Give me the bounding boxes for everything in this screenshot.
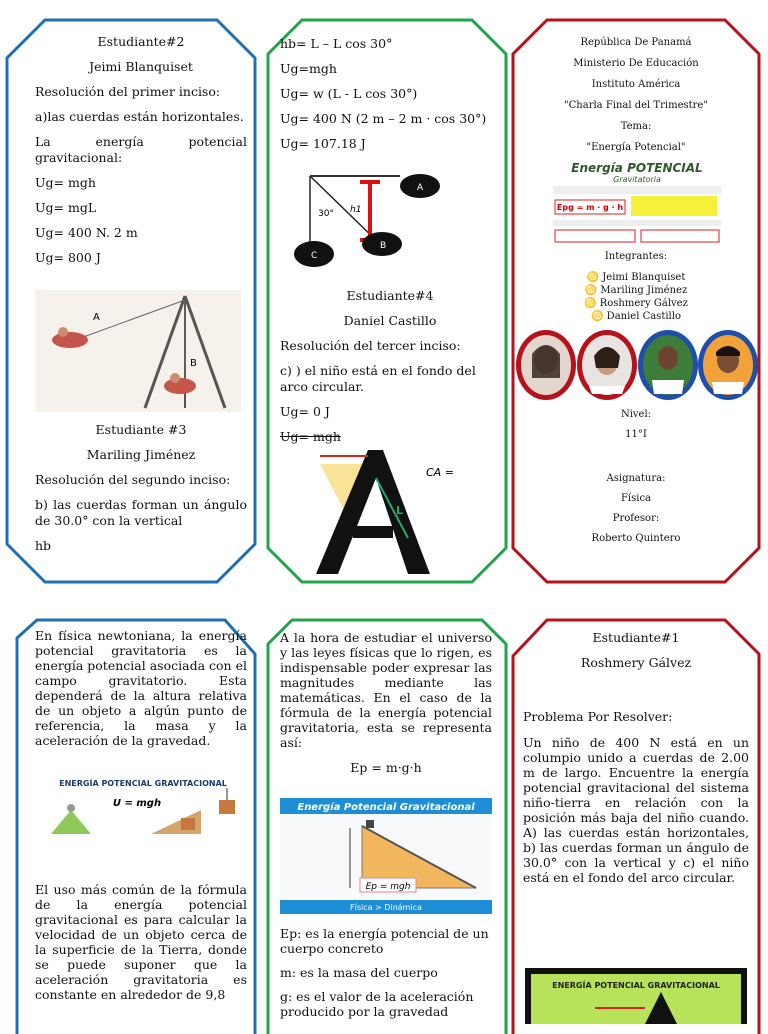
definition-m: m: es la masa del cuerpo [280, 965, 438, 980]
hb-label: hb [35, 538, 52, 553]
panel-info-2 [266, 614, 508, 1034]
student2-title: Estudiante#2 [97, 34, 185, 49]
subject-label: Asignatura: [606, 473, 666, 484]
panel-student2 [5, 18, 257, 584]
ministry: Ministerio De Educación [573, 58, 699, 69]
swing-illustration [35, 290, 241, 412]
eq-ug-0: Ug= 0 J [280, 404, 330, 419]
image-formula: Ep = mgh [365, 882, 411, 892]
swing-label-b: B [190, 358, 197, 369]
teacher: Roberto Quintero [591, 533, 681, 544]
avatar [698, 330, 758, 400]
formula-ep: Ep = m·g·h [350, 760, 422, 775]
illustration-title: ENERGÍA POTENCIAL GRAVITACIONAL [552, 981, 720, 990]
section2-heading: Resolución del segundo inciso: [35, 472, 231, 487]
student3-name: Mariling Jiménez [86, 447, 196, 462]
figure-label-l: L [396, 504, 404, 517]
eq-hb: hb= L – L cos 30° [280, 36, 393, 51]
topic-label: Tema: [620, 121, 652, 132]
member-item: ♋ Jeimi Blanquiset [586, 272, 686, 283]
swing-frame-figure [308, 448, 458, 574]
eq-ug-mgl: Ug= mgL [35, 200, 97, 215]
info-paragraph-3: A la hora de estudiar el universo y las leyes físicas que lo rigen, es indispensable poder expresar las magnitudes mediante las matemáticas. En el caso de la fórmula de la energía potencial gravitatoria, esta se representa así: [280, 630, 492, 750]
level-label: Nivel: [620, 409, 652, 420]
member-item: ♋ Roshmery Gálvez [584, 298, 688, 309]
teacher-label: Profesor: [612, 513, 660, 524]
definition-ep: Ep: es la energía potencial de un cuerpo concreto [280, 926, 489, 956]
bullet-icon: ♋ [584, 298, 597, 309]
eq-ug-mgh-struck: Ug= mgh [280, 429, 341, 444]
panel-student1 [511, 614, 761, 1034]
infographic-formula: U = mgh [112, 798, 162, 809]
banner-formula: Epg = m · g · h [556, 203, 624, 212]
problem-label: Problema Por Resolver: [523, 709, 673, 724]
answer-c: c) ) el niño está en el fondo del arco circular. [280, 363, 476, 394]
energy-infographic [41, 774, 245, 844]
diagram-angle: 30° [318, 209, 334, 219]
diagram-label-c: C [311, 251, 318, 261]
topic: "Energía Potencial" [586, 142, 686, 153]
eq-ug-mgh-2: Ug=mgh [280, 61, 337, 76]
member-item: ♋ Daniel Castillo [591, 311, 681, 322]
bullet-icon: ♋ [584, 285, 598, 296]
banner-subtitle: Gravitatoria [613, 175, 661, 184]
avatar [577, 330, 637, 400]
eq-ug-400: Ug= 400 N. 2 m [35, 225, 138, 240]
eq-ug-mgh: Ug= mgh [35, 175, 96, 190]
infographic-title: ENERGÍA POTENCIAL GRAVITACIONAL [59, 779, 227, 788]
figure-label-ca: CA = [426, 466, 454, 479]
subject: Física [620, 493, 652, 504]
image-footer: Física > Dinámica [350, 903, 422, 912]
section3-heading: Resolución del tercer inciso: [280, 338, 461, 353]
info-paragraph-1: En física newtoniana, la energía potencial gravitatoria es la energía potencial asociada con el campo gravitatorio. Esta dependerá de la altura relativa de un objeto a algún punto de referencia, la masa y la aceleración de la gravedad. [35, 628, 247, 748]
info-paragraph-2: El uso más común de la fórmula de la energía potencial gravitacional es para calcular la velocidad de un objeto cerca de la superficie de la Tierra, donde se puede suponer que la aceleración gravitatoria es constante en alrededor de 9,8 [35, 882, 247, 1002]
diagram-h1: h1 [350, 205, 362, 215]
level: 11°I [625, 429, 647, 440]
eq-ug-w: Ug= w (L - L cos 30°) [280, 86, 418, 101]
banner-title: Energía POTENCIAL [571, 161, 703, 175]
member-item: ♋ Mariling Jiménez [584, 285, 688, 296]
section1-heading: Resolución del primer inciso: [35, 84, 221, 99]
pendulum-diagram [290, 172, 460, 272]
bullet-icon: ♋ [591, 311, 604, 322]
energy-label: La energía potencial gravitacional: [35, 134, 247, 165]
panel-cover [511, 18, 761, 584]
image-title: Energía Potencial Gravitacional [297, 802, 475, 813]
gravitational-energy-image [280, 798, 492, 914]
avatar [638, 330, 698, 400]
student1-name: Roshmery Gálvez [580, 655, 692, 670]
student4-title: Estudiante#4 [346, 288, 434, 303]
answer-b: b) las cuerdas forman un ángulo de 30.0° con la vertical [35, 497, 247, 528]
panel-info-1 [5, 614, 257, 1034]
members-label: Integrantes: [604, 251, 668, 262]
republic: República De Panamá [580, 37, 692, 48]
member-photos [514, 328, 759, 402]
eq-ug-800: Ug= 800 J [35, 250, 101, 265]
diagram-label-b: B [380, 241, 387, 251]
problem-illustration [525, 968, 747, 1024]
answer-a: a)las cuerdas están horizontales. [35, 109, 244, 124]
members-list [521, 271, 751, 323]
problem-statement: Un niño de 400 N está en un columpio unido a cuerdas de 2.00 m de largo. Encuentre la energía potencial gravitacional del sistema niño-tierra en relación con la posición más baja del niño cuando. A) las cuerdas están horizontales, b) las cuerdas forman un ángulo de 30.0° con la vertical y c) el niño está en el fondo del arco circular. [523, 735, 749, 885]
eq-ug-107: Ug= 107.18 J [280, 136, 366, 151]
student4-name: Daniel Castillo [343, 313, 437, 328]
student2-name: Jeimi Blanquiset [89, 59, 193, 74]
diagram-label-a: A [417, 183, 424, 193]
avatar [516, 330, 576, 400]
event: "Charla Final del Trimestre" [564, 100, 708, 111]
student3-title: Estudiante #3 [95, 422, 187, 437]
eq-ug-400n: Ug= 400 N (2 m – 2 m · cos 30°) [280, 111, 487, 126]
energy-banner [551, 158, 723, 244]
institute: Instituto América [591, 79, 681, 90]
bullet-icon: ♋ [586, 272, 600, 283]
definition-g: g: es el valor de la aceleración producido por la gravedad [280, 989, 474, 1019]
panel-student4 [266, 18, 508, 584]
swing-label-a: A [93, 312, 100, 323]
student1-title: Estudiante#1 [592, 630, 680, 645]
